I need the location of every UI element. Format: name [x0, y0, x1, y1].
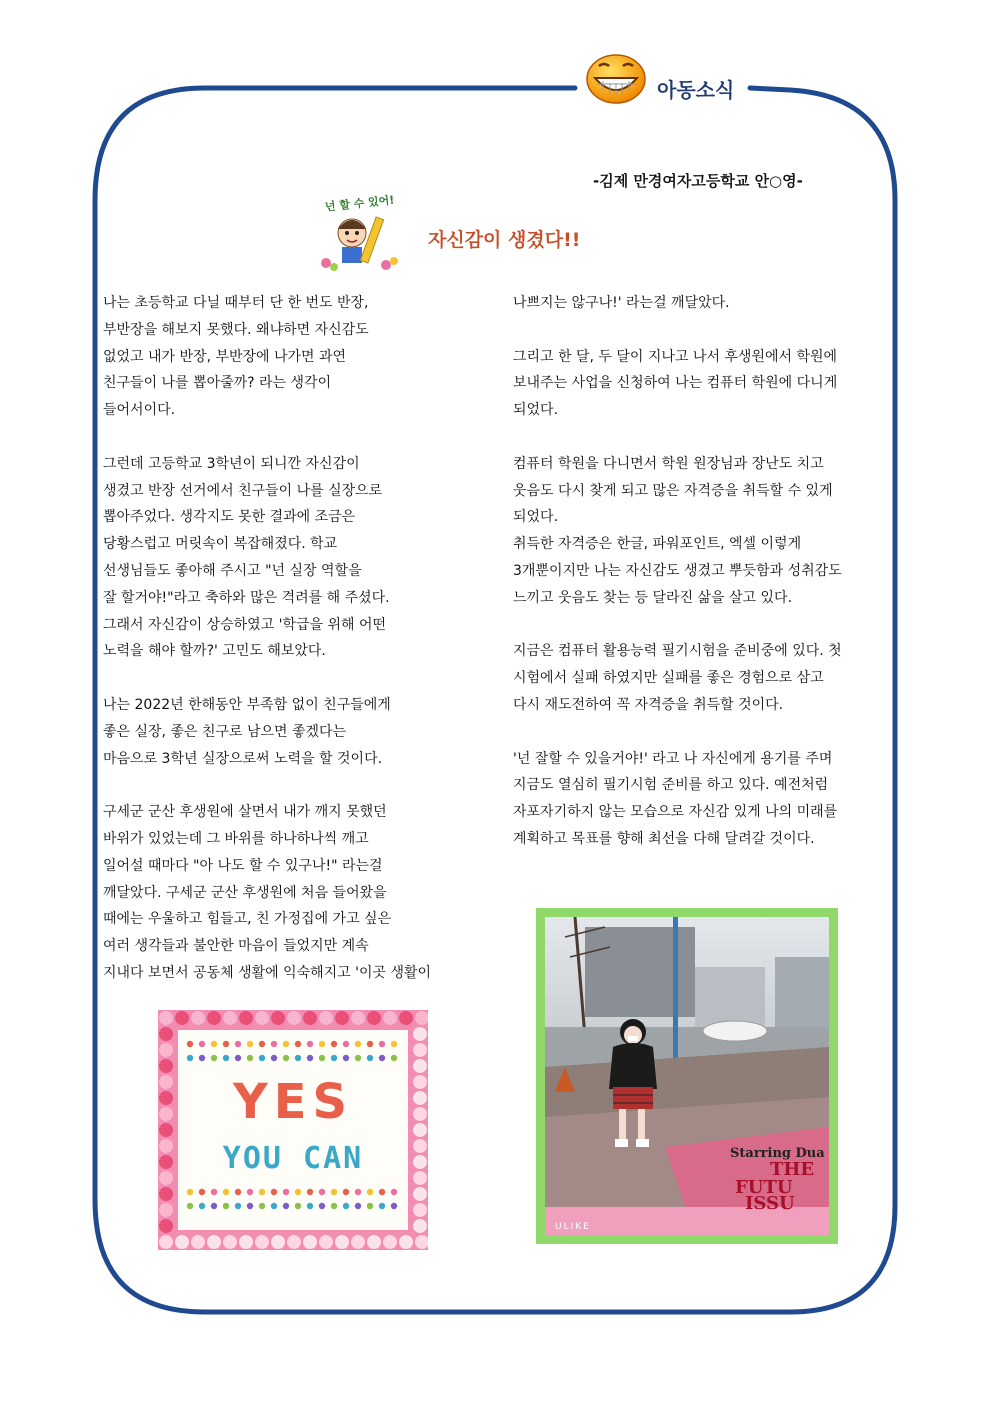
body-text-line — [513, 612, 842, 639]
sign-line-4: ISSU — [745, 1193, 795, 1214]
body-text-line: 나는 2022년 한해동안 부족함 없이 친구들에게 — [103, 696, 391, 713]
photo-watermark: ULIKE — [555, 1222, 591, 1232]
body-text-line: 나는 초등학교 다닐 때부터 단 한 번도 반장, — [103, 295, 369, 311]
body-text-line: 취득한 자격증은 한글, 파워포인트, 엑셀 이렇게 — [513, 536, 802, 553]
body-text-line: 자포자기하지 않는 모습으로 자신감 있게 나의 미래를 — [513, 804, 838, 821]
clipart-caption: 넌 할 수 있어! — [324, 193, 395, 214]
body-text-line: 그런데 고등학교 3학년이 되니깐 자신감이 — [103, 455, 360, 472]
body-text-line: 없었고 내가 반장, 부반장에 나가면 과연 — [103, 348, 347, 365]
body-text-line: 당황스럽고 머릿속이 복잡해졌다. 학교 — [103, 536, 338, 553]
body-text-line — [103, 772, 431, 799]
body-text-line: 웃음도 다시 찾게 되고 많은 자격증을 취득할 수 있게 — [513, 482, 833, 499]
body-text-line: 계획하고 목표를 향해 최선을 다해 달려갈 것이다. — [513, 830, 815, 847]
body-text-line: 느끼고 웃음도 찾는 등 달라진 삶을 살고 있다. — [513, 589, 793, 606]
body-text-line: 생겼고 반장 선거에서 친구들이 나를 실장으로 — [103, 482, 383, 499]
body-text-line: 좋은 실장, 좋은 친구로 남으면 좋겠다는 — [103, 723, 347, 740]
body-text-line: 그래서 자신감이 상승하였고 '학급을 위해 어떤 — [103, 616, 387, 633]
body-text-line: 선생님들도 좋아해 주시고 "넌 실장 역할을 — [103, 562, 362, 579]
body-text-line — [513, 719, 842, 746]
body-text-line — [103, 424, 431, 451]
body-text-line: 다시 재도전하여 꼭 자격증을 취득할 것이다. — [513, 696, 784, 713]
body-text-line: 3개뿐이지만 나는 자신감도 생겼고 뿌듯함과 성취감도 — [513, 562, 842, 579]
body-text-line: 컴퓨터 학원을 다니면서 학원 원장님과 장난도 치고 — [513, 455, 824, 472]
sign-line-2: THE — [770, 1159, 815, 1180]
grinning-face-icon — [585, 52, 647, 104]
body-text-line: 나쁘지는 않구나!' 라는걸 깨달았다. — [513, 295, 730, 311]
article-headline: 자신감이 생겼다!! — [428, 229, 581, 251]
body-text-line: 노력을 해야 할까?' 고민도 해보았다. — [103, 643, 326, 660]
body-text-line: 되었다. — [513, 509, 559, 526]
article-body-right — [513, 290, 842, 853]
body-text-line — [513, 317, 842, 344]
body-text-line: 친구들이 나를 뽑아줄까? 라는 생각이 — [103, 375, 332, 392]
body-text-line: 그리고 한 달, 두 달이 지나고 나서 후생원에서 학원에 — [513, 348, 838, 365]
body-text-line: 보내주는 사업을 신청하여 나는 컴퓨터 학원에 다니게 — [513, 375, 838, 392]
sign-line-3: FUTU — [735, 1177, 793, 1198]
body-text-line: 여러 생각들과 불안한 마음이 들었지만 계속 — [103, 938, 369, 955]
body-text-line: 되었다. — [513, 402, 559, 419]
section-title: 아동소식 — [657, 78, 735, 102]
body-text-line: 깨달았다. 구세군 군산 후생원에 처음 들어왔을 — [103, 884, 387, 901]
body-text-line: 때에는 우울하고 힘들고, 친 가정집에 가고 싶은 — [103, 911, 392, 928]
you-can-text: YOU CAN — [222, 1141, 364, 1176]
article-body-left — [103, 290, 431, 987]
body-text-line: '넌 잘할 수 있을거야!' 라고 나 자신에게 용기를 주며 — [513, 750, 833, 767]
body-text-line: 부반장을 해보지 못했다. 왜냐하면 자신감도 — [103, 321, 369, 338]
student-photo — [536, 908, 838, 1244]
body-text-line — [513, 424, 842, 451]
body-text-line: 구세군 군산 후생원에 살면서 내가 깨지 못했던 — [103, 804, 387, 821]
street-scene-image — [545, 917, 829, 1235]
body-text-line: 잘 할거야!"라고 축하와 많은 격려를 해 주셨다. — [103, 589, 390, 606]
yes-you-can-card — [158, 1010, 428, 1250]
body-text-line: 뽑아주었다. 생각지도 못한 결과에 조금은 — [103, 509, 356, 526]
body-text-line: 들어서이다. — [103, 402, 176, 419]
body-text-line: 바위가 있었는데 그 바위를 하나하나씩 깨고 — [103, 830, 369, 847]
body-text-line: 지내다 보면서 공동체 생활에 익숙해지고 '이곳 생활이 — [103, 964, 432, 981]
body-text-line: 지금은 컴퓨터 활용능력 필기시험을 준비중에 있다. 첫 — [513, 643, 842, 660]
body-text-line: 마음으로 3학년 실장으로써 노력을 할 것이다. — [103, 750, 383, 767]
body-text-line: 시험에서 실패 하였지만 실패를 좋은 경험으로 삼고 — [513, 670, 824, 687]
body-text-line — [103, 665, 431, 692]
yes-text: YES — [232, 1074, 354, 1130]
sign-line-1: Starring Dua — [730, 1146, 825, 1161]
body-text-line: 지금도 열심히 필기시험 준비를 하고 있다. 예전처럼 — [513, 777, 829, 794]
pencil-kid-clipart — [312, 193, 408, 273]
author-byline: -김제 만경여자고등학교 안○영- — [593, 172, 803, 190]
body-text-line: 일어설 때마다 "아 나도 할 수 있구나!" 라는걸 — [103, 857, 383, 874]
